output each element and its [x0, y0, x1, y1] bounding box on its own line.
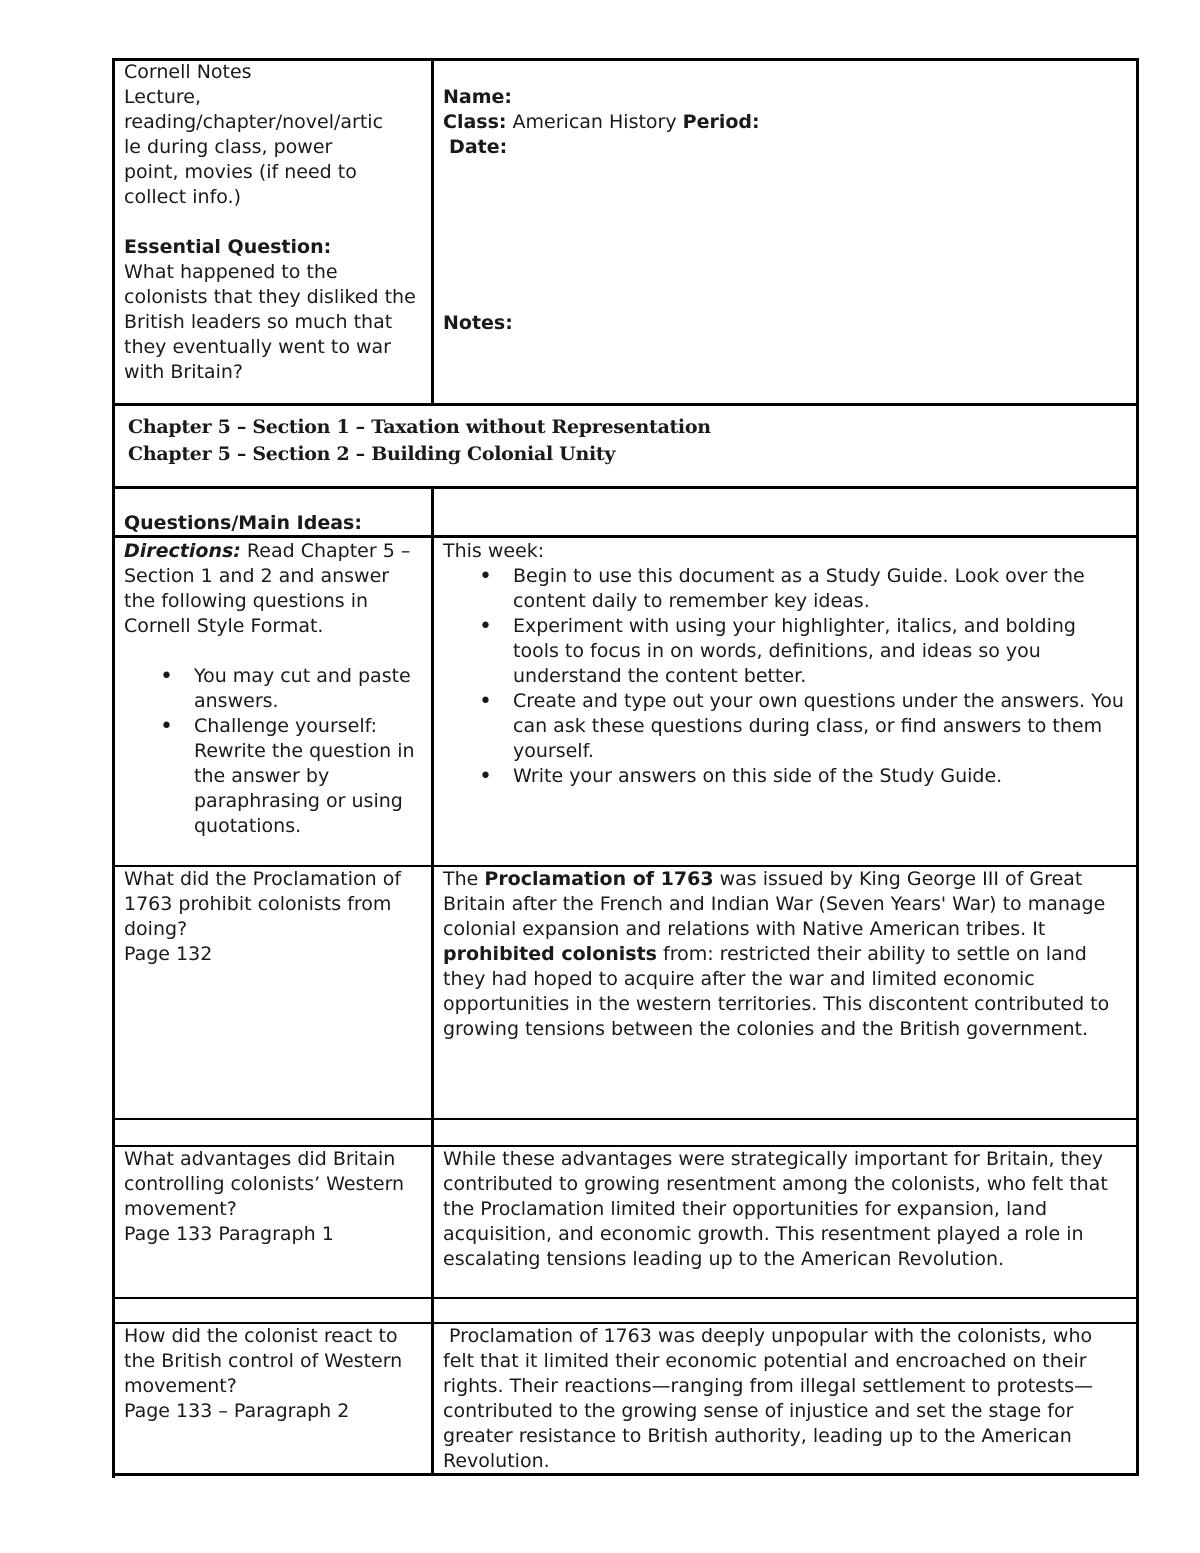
header-line: Lecture, — [124, 86, 202, 108]
list-item: • Experiment with using your highlighter, italics, and bolding tools to focus in on words, definitions, and ideas so you understand the content better. — [513, 614, 1127, 689]
q3-question-cell — [116, 1324, 430, 1424]
q1-answer-cell — [435, 867, 1135, 1042]
row-line — [112, 1297, 1139, 1299]
page-ref: Page 132 — [124, 943, 213, 965]
questions-header: Questions/Main Ideas: — [124, 512, 362, 534]
table-border-left — [112, 58, 115, 1478]
header-line: collect info.) — [124, 186, 242, 208]
class-label: Class: — [443, 111, 507, 133]
essential-question-label: Essential Question: — [124, 236, 332, 258]
page-ref: Page 133 – Paragraph 2 — [124, 1400, 350, 1422]
directions-cell — [116, 539, 430, 839]
directions-text — [124, 539, 422, 639]
period-label: Period: — [682, 111, 760, 133]
chapter-row — [120, 414, 1130, 468]
date-label: Date: — [449, 136, 508, 158]
questions-header-cell — [116, 511, 430, 536]
list-item: • You may cut and paste answers. — [194, 664, 422, 714]
bold-term: Proclamation of 1763 — [484, 868, 714, 890]
row-line — [112, 486, 1139, 489]
q3-answer-cell — [435, 1324, 1135, 1474]
question-text: How did the colonist react to the British control of Western movement? — [124, 1325, 403, 1397]
directions-label: Directions: — [124, 540, 241, 562]
directions-body: Read Chapter 5 – Section 1 and 2 and answer the following questions in Cornell Style Format. — [124, 540, 411, 637]
list-item: • Begin to use this document as a Study Guide. Look over the content daily to remember key ideas. — [513, 564, 1127, 614]
answer-text: The Proclamation of 1763 was issued by King George III of Great Britain after the French and Indian War (Seven Years' War) to manage colonial expansion and relations with Native American tribes. It prohibited colonists from: restricted their ability to settle on land they had hoped to acquire after the war and limited economic opportunities in the western territories. This discontent contributed to growing tensions between the colonies and the British government. — [443, 868, 1110, 1040]
list-item: • Write your answers on this side of the Study Guide. — [513, 764, 1127, 789]
q2-question-cell — [116, 1147, 430, 1247]
question-text: What advantages did Britain controlling colonists’ Western movement? — [124, 1148, 405, 1220]
list-item: • Create and type out your own questions under the answers. You can ask these questions during class, or find answers to them yourself. — [513, 689, 1127, 764]
list-item: • Challenge yourself: Rewrite the question in the answer by paraphrasing or using quotations. — [194, 714, 422, 839]
directions-bullets — [124, 664, 422, 839]
answer-text: Proclamation of 1763 was deeply unpopular with the colonists, who felt that it limited their economic potential and encroached on their rights. Their reactions—ranging from illegal settlement to protests—contributed to the growing sense of injustice and set the stage for greater resistance to British authority, leading up to the American Revolution. — [443, 1325, 1099, 1472]
column-divider-bottom — [431, 486, 434, 1476]
header-line: reading/chapter/novel/artic — [124, 111, 384, 133]
q1-question-cell — [116, 867, 430, 967]
header-line: point, movies (if need to — [124, 161, 357, 183]
name-label: Name: — [443, 86, 513, 108]
notes-label: Notes: — [443, 312, 513, 334]
question-text: What did the Proclamation of 1763 prohibit colonists from doing? — [124, 868, 402, 940]
essential-question-text: What happened to the colonists that they disliked the British leaders so much that they eventually went to war with Britain? — [124, 261, 416, 383]
class-value: American History — [512, 111, 677, 133]
answer-text: While these advantages were strategically important for Britain, they contributed to growing resentment among the colonists, who felt that the Proclamation limited their opportunities for expansion, land acquisition, and economic growth. This resentment played a role in escalating tensions leading up to the American Revolution. — [443, 1148, 1108, 1270]
header-line: le during class, power — [124, 136, 333, 158]
this-week-cell — [435, 539, 1135, 789]
this-week-title: This week: — [443, 540, 545, 562]
q2-answer-cell — [435, 1147, 1135, 1272]
cornell-notes-title: Cornell Notes — [124, 61, 252, 83]
chapter-line-1: Chapter 5 – Section 1 – Taxation without Representation — [128, 416, 711, 438]
header-right-cell — [435, 85, 1135, 160]
header-left-cell — [116, 60, 430, 385]
table-border-right — [1136, 58, 1139, 1476]
page-ref: Page 133 Paragraph 1 — [124, 1223, 334, 1245]
column-divider-top — [431, 58, 434, 406]
row-line — [112, 403, 1139, 406]
chapter-line-2: Chapter 5 – Section 2 – Building Colonial Unity — [128, 443, 616, 465]
this-week-bullets — [443, 564, 1127, 789]
row-line — [112, 1118, 1139, 1120]
bold-term: prohibited colonists — [443, 943, 657, 965]
notes-label-cell — [435, 311, 735, 336]
